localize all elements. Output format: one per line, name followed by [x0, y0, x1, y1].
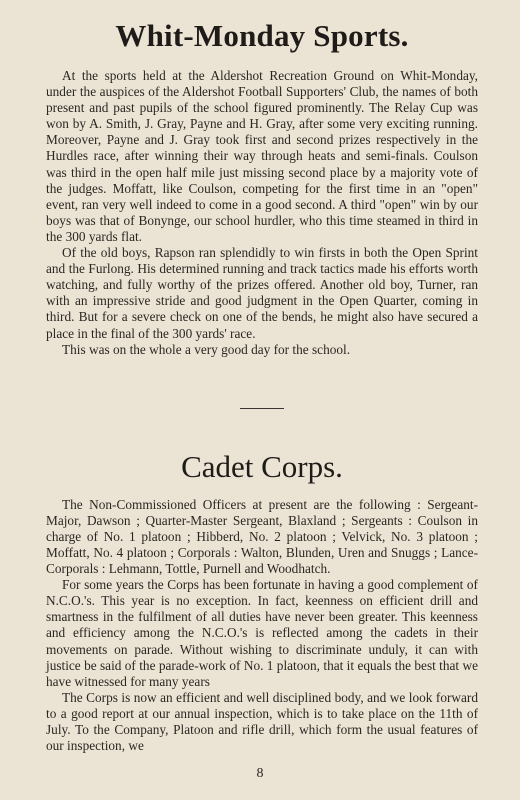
paragraph: Of the old boys, Rapson ran splendidly to win firsts in both the Open Sprint and the Furlong. His determined running and track tactics made his efforts worth watching, and fully worthy of the prizes offered. Another old boy, Turner, ran with an impressive stride and good judgment in the Open Quarter, coming in third. But for a severe check on one of the bends, he might also have secured a place in the final of the 300 yards' race.	[46, 245, 478, 341]
section-title-whit-monday-sports: Whit-Monday Sports.	[115, 18, 409, 53]
paragraph: For some years the Corps has been fortunate in having a good complement of N.C.O.'s. This year is no exception. In fact, keenness on efficient drill and smartness in the fulfilment of all duties have never been greater. This keenness and efficiency among the N.C.O.'s is reflected among the cadets in their movements on parade. Without wishing to discriminate unduly, it can with justice be said of the parade-work of No. 1 platoon, that it equals the best that we have witnessed for many years	[46, 577, 478, 689]
paragraph: The Non-Commissioned Officers at present are the following : Sergeant-Major, Dawson ; Quarter-Master Sergeant, Blaxland ; Sergeants : Coulson in charge of No. 1 platoon ; Hibberd, No. 2 platoon ; Velvick, No. 3 platoon ; Moffatt, No. 4 platoon ; Corporals : Walton, Blunden, Uren and Snuggs ; Lance-Corporals : Lehmann, Tottle, Purnell and Woodhatch.	[46, 496, 478, 577]
paragraph: At the sports held at the Aldershot Recreation Ground on Whit-Monday, under the auspices of the Aldershot Football Supporters' Club, the names of both present and past pupils of the school figured prominently. The Relay Cup was won by A. Smith, J. Gray, Payne and H. Gray, after some very exciting running. Moreover, Payne and J. Gray took first and second prizes respectively in the Hurdles race, after winning their way through heats and semi-finals. Coulson was third in the open half mile just missing second place by a majority vote of the judges. Moffatt, like Coulson, competing for the first time in an "open" event, ran very well indeed to come in a good second. A third "open" win by our boys was that of Bonynge, our school hurdler, who this time steamed in third in the 300 yards flat.	[46, 68, 478, 244]
section-divider	[240, 408, 284, 409]
page-number: 8	[256, 766, 264, 781]
paragraph: The Corps is now an efficient and well disciplined body, and we look forward to a good report at our annual inspection, which is to take place on the 11th of July. To the Company, Platoon and rifle drill, which form the usual features of our inspection, we	[46, 689, 478, 754]
section-body-cadet-corps	[46, 497, 478, 755]
paragraph: This was on the whole a very good day for the school.	[62, 341, 351, 357]
section-title-cadet-corps: Cadet Corps.	[181, 448, 343, 484]
section-body-whit-monday-sports	[46, 68, 478, 358]
